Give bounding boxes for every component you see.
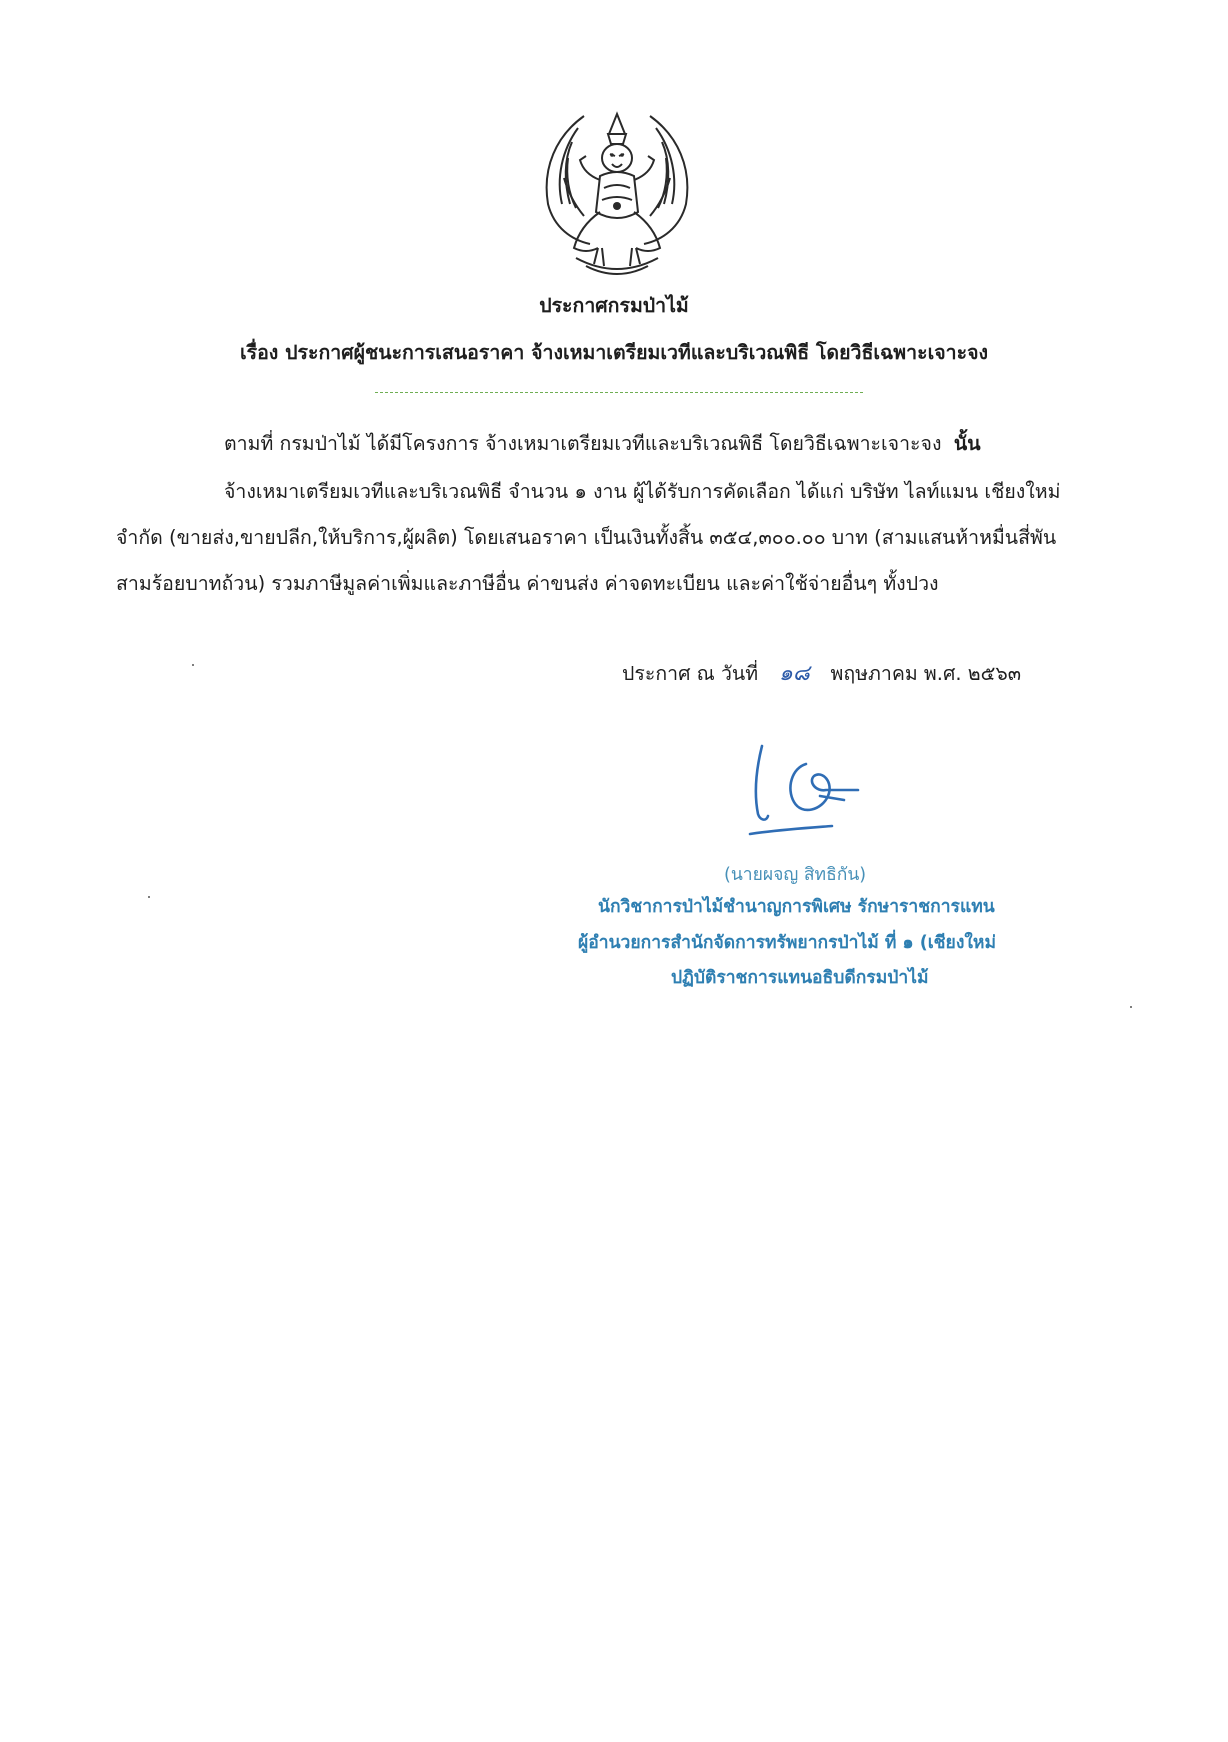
divider	[375, 392, 863, 393]
date-month-year: พฤษภาคม พ.ศ. ๒๕๖๓	[830, 662, 1022, 685]
handwritten-signature	[736, 730, 896, 850]
scan-speck	[148, 896, 150, 898]
signatory-position-3: ปฏิบัติราชการแทนอธิบดีกรมป่าไม้	[671, 968, 929, 988]
body-line-4: สามร้อยบาทถ้วน) รวมภาษีมูลค่าเพิ่มและภาษีอื่น ค่าขนส่ง ค่าจดทะเบียน และค่าใช้จ่ายอื่นๆ ทั้งปวง	[116, 572, 939, 595]
scan-speck	[1130, 1006, 1132, 1008]
body-line-1-end: นั้น	[953, 432, 981, 455]
body-line-1-text: ตามที่ กรมป่าไม้ ได้มีโครงการ จ้างเหมาเตรียมเวทีและบริเวณพิธี โดยวิธีเฉพาะเจาะจง	[224, 432, 942, 455]
signatory-name: (นายผจญ สิทธิกัน)	[724, 865, 867, 885]
body-line-2: จ้างเหมาเตรียมเวทีและบริเวณพิธี จำนวน ๑ งาน ผู้ได้รับการคัดเลือก ได้แก่ บริษัท ไลท์แมน เชียงใหม่	[224, 480, 1061, 503]
signatory-position-2: ผู้อำนวยการสำนักจัดการทรัพยากรป่าไม้ ที่ ๑ (เชียงใหม่	[578, 933, 996, 953]
body-line-1	[224, 428, 981, 459]
garuda-emblem-icon	[528, 108, 706, 283]
signatory-position-1: นักวิชาการป่าไม้ชำนาญการพิเศษ รักษาราชการแทน	[598, 897, 995, 917]
document-title: ประกาศกรมป่าไม้	[539, 294, 689, 317]
scan-speck	[192, 664, 194, 666]
announcement-date	[622, 655, 1021, 690]
date-prefix: ประกาศ ณ วันที่	[622, 662, 759, 685]
document-subject: เรื่อง ประกาศผู้ชนะการเสนอราคา จ้างเหมาเตรียมเวทีและบริเวณพิธี โดยวิธีเฉพาะเจาะจง	[239, 341, 989, 364]
date-day: ๑๘	[778, 661, 810, 686]
body-line-3: จำกัด (ขายส่ง,ขายปลีก,ให้บริการ,ผู้ผลิต) โดยเสนอราคา เป็นเงินทั้งสิ้น ๓๕๔,๓๐๐.๐๐ บาท (สามแสนห้าหมื่นสี่พัน	[116, 526, 1057, 549]
